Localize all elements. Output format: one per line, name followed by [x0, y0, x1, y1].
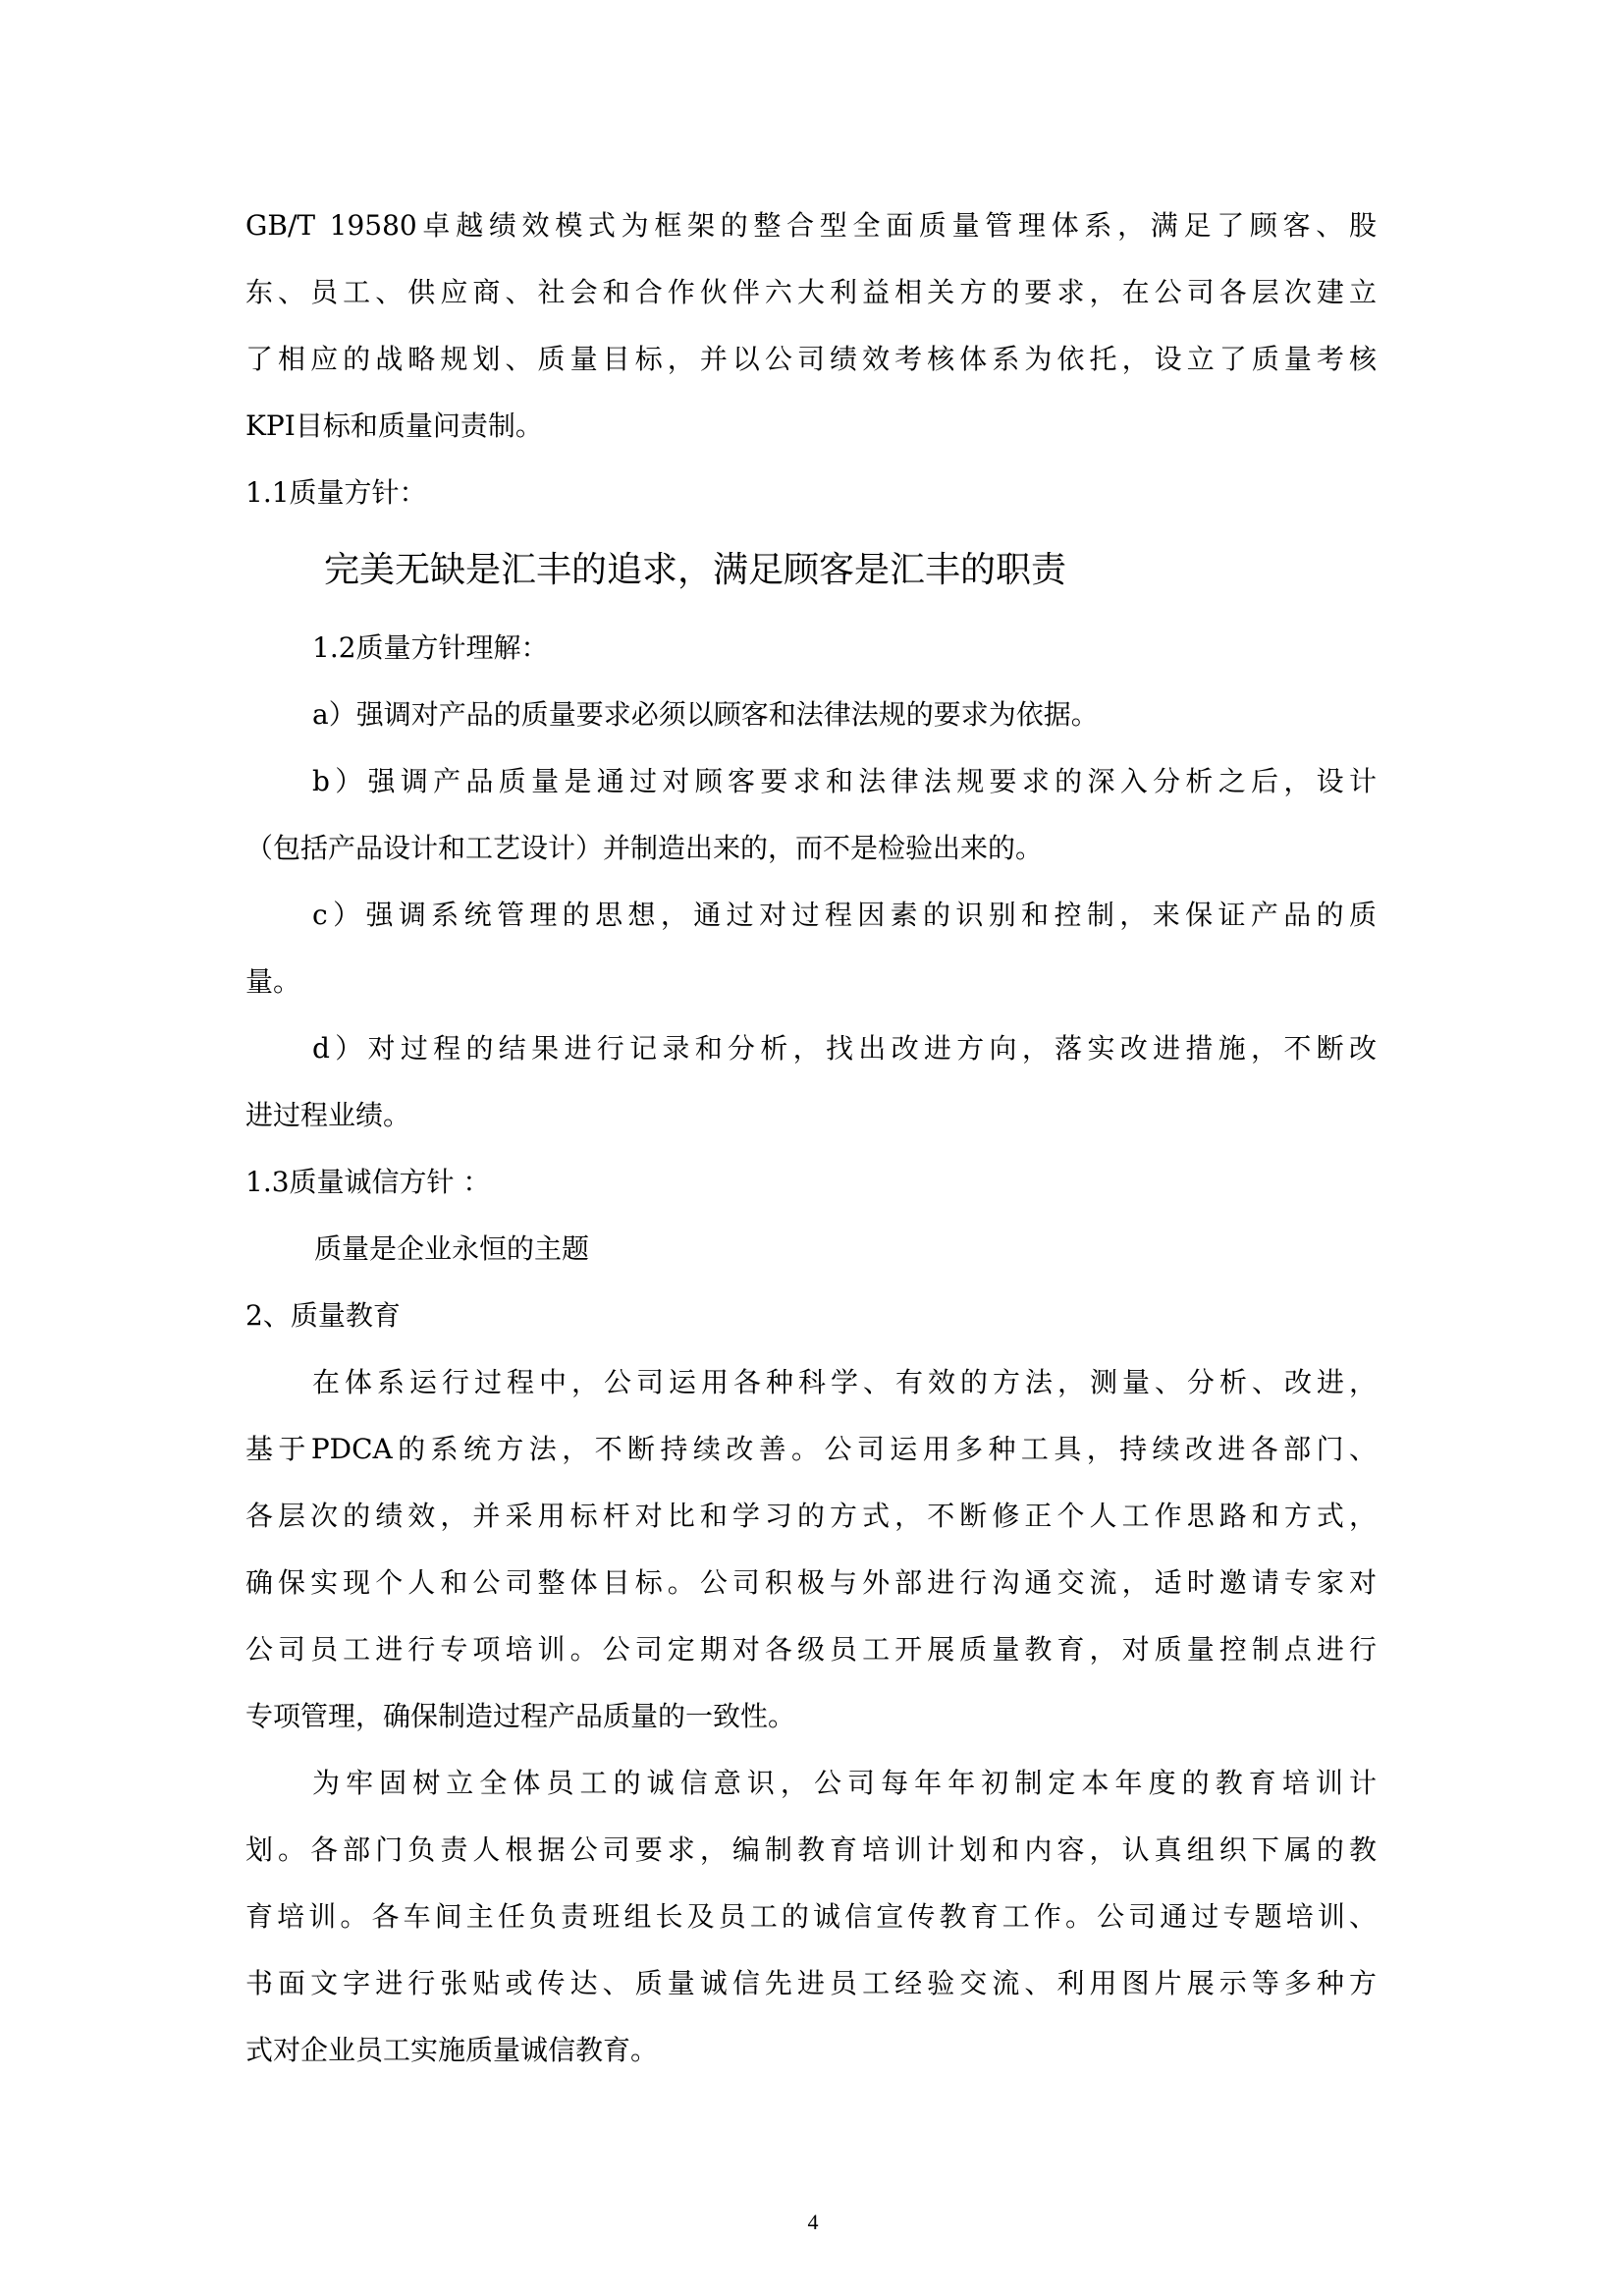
- paragraph-line: b）强调产品质量是通过对顾客要求和法律法规要求的深入分析之后，设计: [312, 765, 1377, 797]
- education-paragraph-2: [245, 1750, 1377, 2084]
- intro-paragraph: [245, 192, 1377, 460]
- paragraph-line: 东、员工、供应商、社会和合作伙伴六大利益相关方的要求，在公司各层次建立: [245, 276, 1377, 308]
- paragraph-line: a）强调对产品的质量要求必须以顾客和法律法规的要求为依据。: [312, 698, 1099, 731]
- policy-item-a: [245, 682, 1377, 748]
- paragraph-line: 基于PDCA的系统方法，不断持续改善。公司运用多种工具，持续改进各部门、: [245, 1433, 1377, 1465]
- paragraph-line: 书面文字进行张贴或传达、质量诚信先进员工经验交流、利用图片展示等多种方: [245, 1967, 1377, 1999]
- paragraph-line: KPI目标和质量问责制。: [245, 410, 543, 442]
- paragraph-line: 在体系运行过程中，公司运用各种科学、有效的方法，测量、分析、改进，: [312, 1366, 1377, 1398]
- paragraph-line: 量。: [245, 965, 301, 998]
- paragraph-line: c）强调系统管理的思想，通过对过程因素的识别和控制，来保证产品的质: [312, 899, 1377, 931]
- quality-policy-slogan: 完美无缺是汇丰的追求，满足顾客是汇丰的职责: [324, 550, 1067, 590]
- policy-item-c: [245, 882, 1377, 1015]
- policy-item-d: [245, 1015, 1377, 1149]
- section-heading-1-1: 1.1质量方针：: [245, 476, 427, 509]
- section-heading-2: 2、质量教育: [245, 1299, 401, 1332]
- paragraph-line: 专项管理，确保制造过程产品质量的一致性。: [245, 1700, 796, 1732]
- paragraph-line: 式对企业员工实施质量诚信教育。: [245, 2034, 659, 2066]
- policy-item-b: [245, 748, 1377, 882]
- page-body: [245, 192, 1377, 2084]
- section-heading-1-2: 1.2质量方针理解：: [312, 631, 549, 664]
- paragraph-line: 育培训。各车间主任负责班组长及员工的诚信宣传教育工作。公司通过专题培训、: [245, 1900, 1377, 1933]
- integrity-policy-statement: 质量是企业永恒的主题: [314, 1232, 590, 1265]
- paragraph-line: d）对过程的结果进行记录和分析，找出改进方向，落实改进措施，不断改: [312, 1032, 1377, 1065]
- paragraph-line: 确保实现个人和公司整体目标。公司积极与外部进行沟通交流，适时邀请专家对: [245, 1566, 1377, 1599]
- paragraph-line: 进过程业绩。: [245, 1099, 411, 1131]
- page-number: 4: [807, 2210, 819, 2234]
- paragraph-line: 了相应的战略规划、质量目标，并以公司绩效考核体系为依托，设立了质量考核: [245, 343, 1377, 375]
- paragraph-line: 公司员工进行专项培训。公司定期对各级员工开展质量教育，对质量控制点进行: [245, 1633, 1377, 1666]
- paragraph-line: （包括产品设计和工艺设计）并制造出来的，而不是检验出来的。: [245, 832, 1044, 864]
- paragraph-line: 各层次的绩效，并采用标杆对比和学习的方式，不断修正个人工作思路和方式，: [245, 1500, 1377, 1532]
- section-heading-1-3: 1.3质量诚信方针 ：: [245, 1166, 491, 1198]
- paragraph-line: GB/T 19580卓越绩效模式为框架的整合型全面质量管理体系，满足了顾客、股: [245, 209, 1377, 242]
- education-paragraph-1: [245, 1349, 1377, 1750]
- paragraph-line: 划。各部门负责人根据公司要求，编制教育培训计划和内容，认真组织下属的教: [245, 1833, 1377, 1866]
- paragraph-line: 为牢固树立全体员工的诚信意识，公司每年年初制定本年度的教育培训计: [312, 1767, 1377, 1799]
